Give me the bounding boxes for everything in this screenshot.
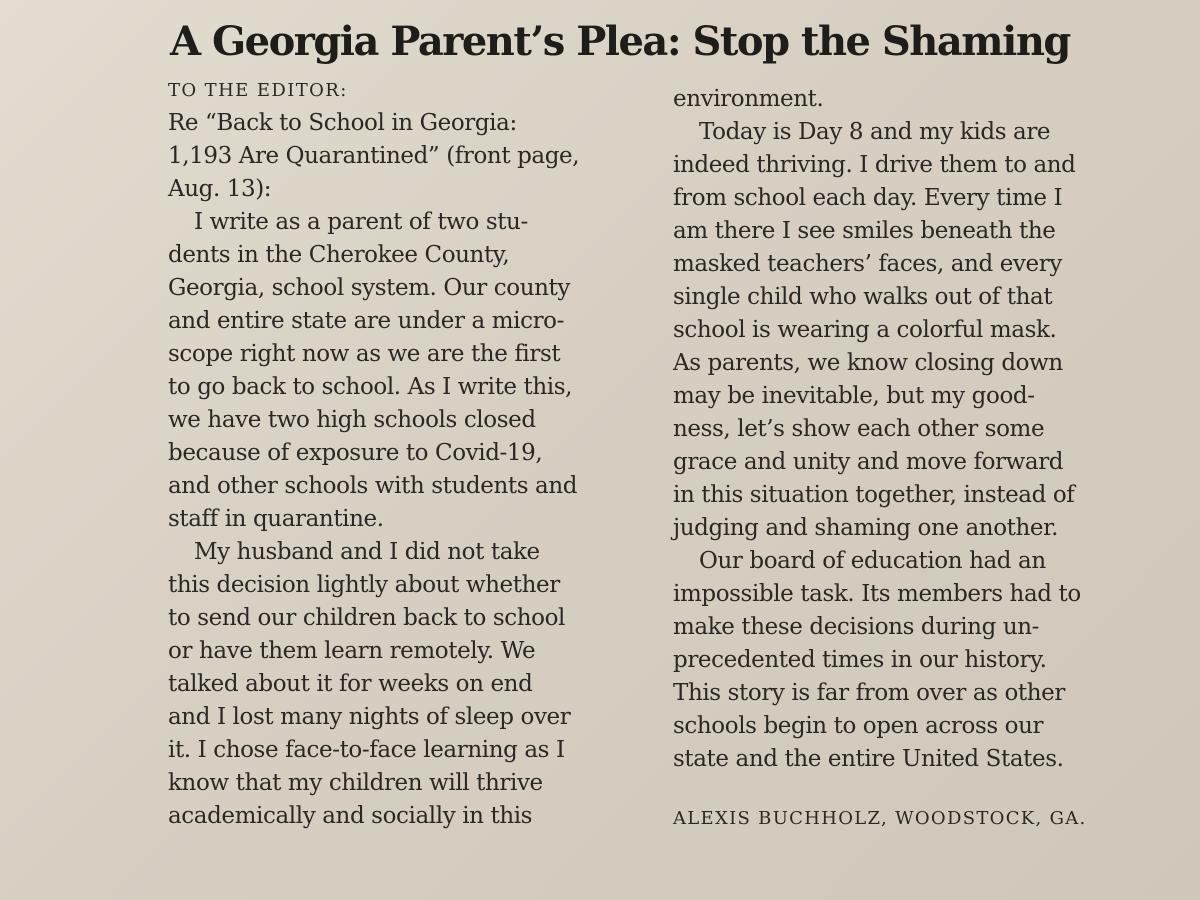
text-line: ness, let’s show each other some <box>673 416 1045 442</box>
text-line: this decision lightly about whether <box>168 572 560 598</box>
text-line: 1,193 Are Quarantined” (front page, <box>168 143 580 169</box>
text-line: I write as a parent of two stu- <box>194 209 528 235</box>
text-line: am there I see smiles beneath the <box>673 218 1056 244</box>
text-line: As parents, we know closing down <box>673 350 1063 376</box>
text-line: school is wearing a colorful mask. <box>673 317 1057 343</box>
text-line: and I lost many nights of sleep over <box>168 704 571 730</box>
text-line: or have them learn remotely. We <box>168 638 536 664</box>
text-line: environment. <box>673 86 824 112</box>
text-line: single child who walks out of that <box>673 284 1053 310</box>
text-line: and entire state are under a micro- <box>168 308 565 334</box>
text-line: may be inevitable, but my good- <box>673 383 1035 409</box>
text-line: precedented times in our history. <box>673 647 1047 673</box>
text-line: we have two high schools closed <box>168 407 536 433</box>
text-line: Re “Back to School in Georgia: <box>168 110 517 136</box>
left-column <box>168 74 648 833</box>
text-line: Our board of education had an <box>699 548 1046 574</box>
right-column <box>673 83 1143 835</box>
text-line: impossible task. Its members had to <box>673 581 1081 607</box>
text-line: Aug. 13): <box>168 176 272 202</box>
text-line: grace and unity and move forward <box>673 449 1064 475</box>
text-line: make these decisions during un- <box>673 614 1040 640</box>
text-line: judging and shaming one another. <box>673 515 1059 541</box>
text-line: Today is Day 8 and my kids are <box>699 119 1051 145</box>
text-line: because of exposure to Covid-19, <box>168 440 543 466</box>
text-line: dents in the Cherokee County, <box>168 242 510 268</box>
text-line: in this situation together, instead of <box>673 482 1075 508</box>
text-line: academically and socially in this <box>168 803 533 829</box>
text-line: masked teachers’ faces, and every <box>673 251 1062 277</box>
text-line: state and the entire United States. <box>673 746 1064 772</box>
text-line: This story is far from over as other <box>673 680 1065 706</box>
text-line: talked about it for weeks on end <box>168 671 533 697</box>
text-line: and other schools with students and <box>168 473 578 499</box>
text-line: to send our children back to school <box>168 605 566 631</box>
text-line: it. I chose face-to-face learning as I <box>168 737 565 763</box>
text-line: to go back to school. As I write this, <box>168 374 573 400</box>
headline: A Georgia Parent’s Plea: Stop the Shaming <box>170 18 1070 65</box>
text-line: TO THE EDITOR: <box>168 80 348 101</box>
text-line: indeed thriving. I drive them to and <box>673 152 1076 178</box>
text-line: know that my children will thrive <box>168 770 543 796</box>
text-line: scope right now as we are the first <box>168 341 561 367</box>
text-line: Georgia, school system. Our county <box>168 275 570 301</box>
text-line: My husband and I did not take <box>194 539 540 565</box>
text-line: staff in quarantine. <box>168 506 384 532</box>
signature: ALEXIS BUCHHOLZ, WOODSTOCK, GA. <box>673 808 1087 829</box>
text-line: schools begin to open across our <box>673 713 1044 739</box>
text-line: from school each day. Every time I <box>673 185 1063 211</box>
